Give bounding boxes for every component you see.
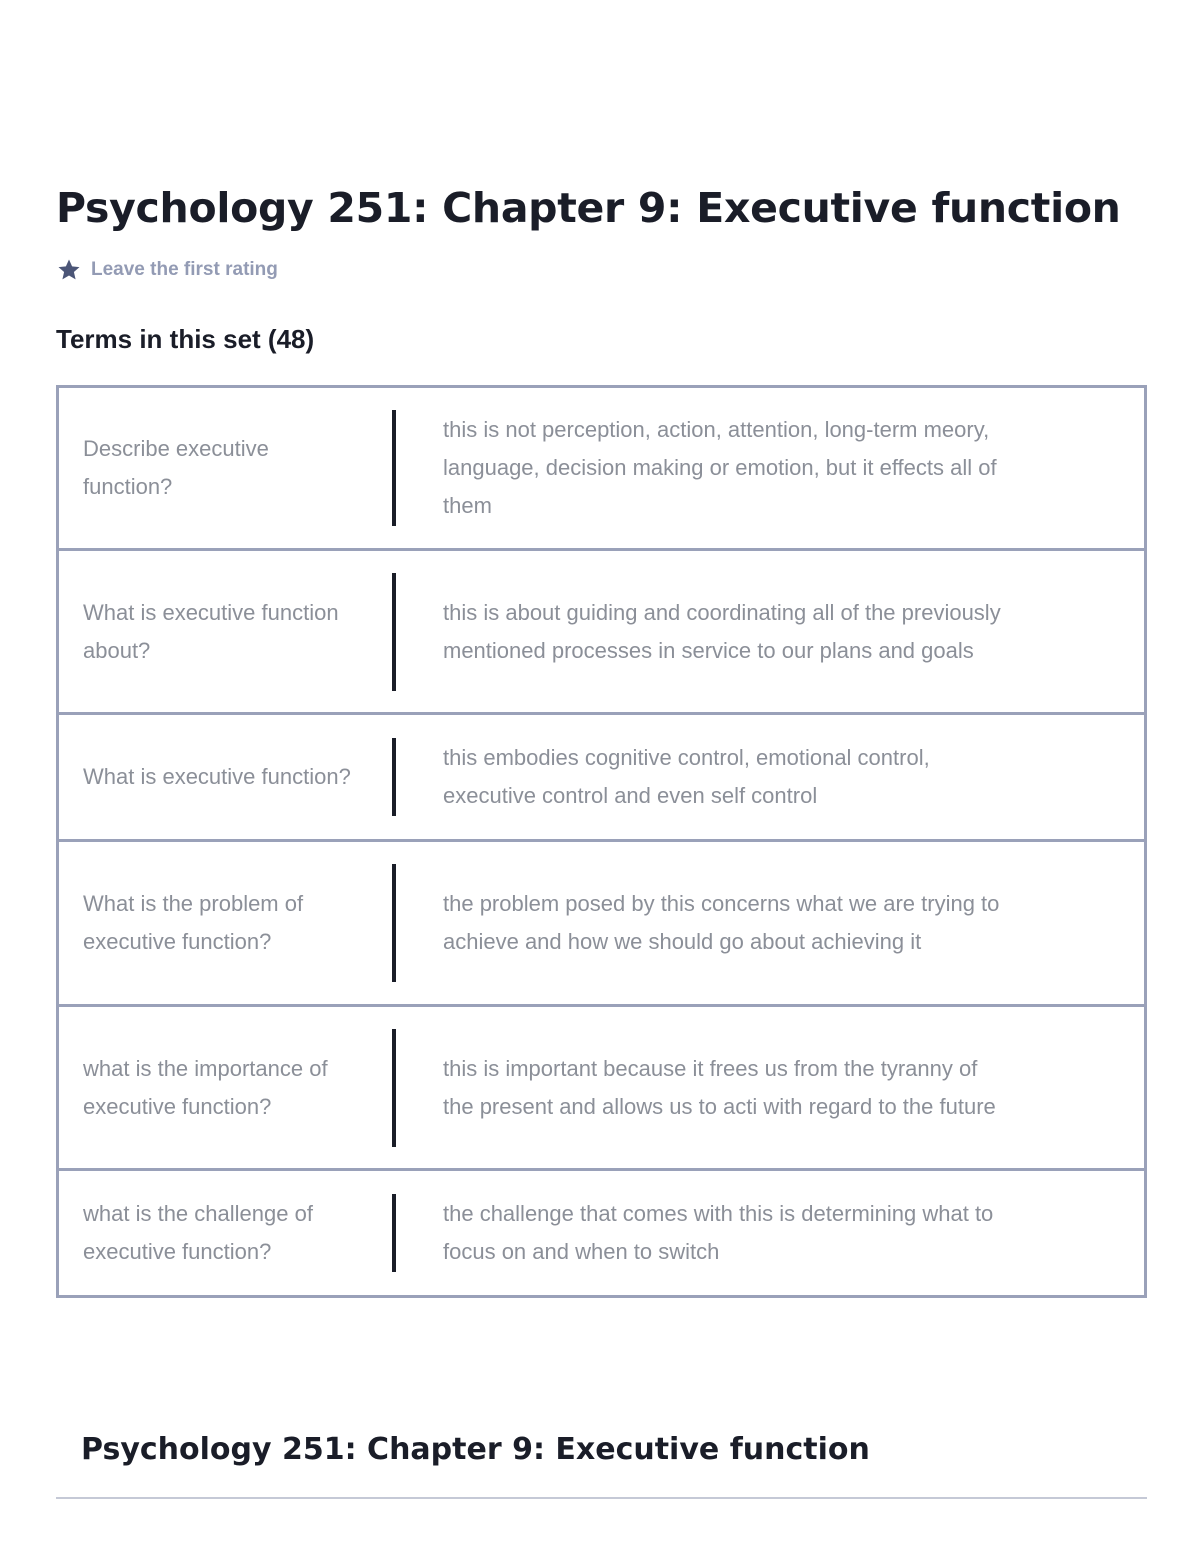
rating-widget[interactable] [57, 256, 278, 284]
term-word: what is the challenge of executive function? [83, 1201, 313, 1264]
term-divider [392, 738, 396, 816]
term-word: What is executive function about? [83, 599, 339, 663]
term-word: Describe executive function? [83, 436, 269, 499]
rating-label[interactable]: Leave the first rating [91, 259, 278, 280]
term-divider [392, 1194, 396, 1272]
footer-title: Psychology 251: Chapter 9: Executive function [81, 1432, 870, 1467]
term-row [56, 548, 1147, 715]
term-definition: the challenge that comes with this is determining what to focus on and when to switch [443, 1201, 994, 1264]
term-row [56, 1004, 1147, 1171]
term-definition: this is not perception, action, attention, long-term meory, language, decision making or emotion, but it effects all of them [443, 417, 997, 518]
term-definition: this is important because it frees us from the tyranny of the present and allows us to acti with regard to the future [443, 1055, 996, 1119]
term-row [56, 839, 1147, 1007]
page-title: Psychology 251: Chapter 9: Executive function [56, 184, 1121, 232]
term-word: what is the importance of executive function? [83, 1055, 328, 1119]
term-definition: this embodies cognitive control, emotional control, executive control and even self control [443, 745, 930, 808]
term-word: What is the problem of executive function? [83, 891, 304, 954]
term-definition: the problem posed by this concerns what we are trying to achieve and how we should go about achieving it [443, 891, 1000, 954]
term-definition: this is about guiding and coordinating all of the previously mentioned processes in service to our plans and goals [443, 599, 1001, 663]
term-divider [392, 573, 396, 691]
term-divider [392, 410, 396, 526]
star-icon[interactable] [57, 258, 81, 282]
footer-divider [56, 1497, 1147, 1499]
term-divider [392, 864, 396, 982]
term-row [56, 712, 1147, 842]
terms-count-heading: Terms in this set (48) [56, 324, 315, 354]
terms-list [56, 385, 1147, 1298]
term-row [56, 385, 1147, 551]
term-row [56, 1168, 1147, 1298]
term-divider [392, 1029, 396, 1147]
term-word: What is executive function? [83, 764, 351, 789]
